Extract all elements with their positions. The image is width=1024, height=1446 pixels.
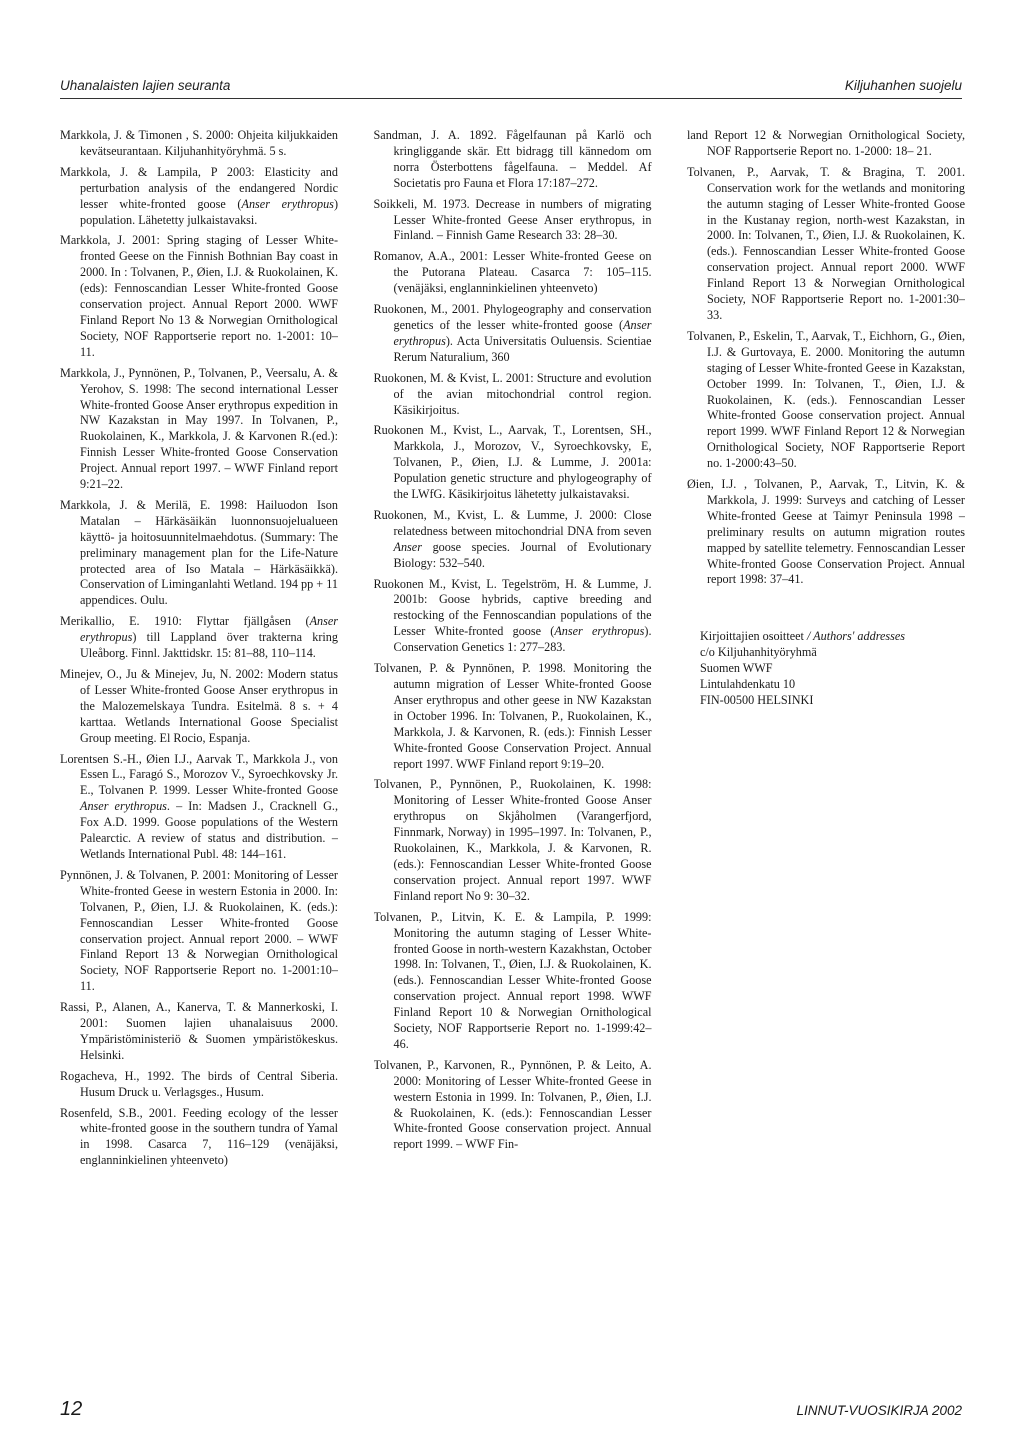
reference-entry: Markkola, J. & Lampila, P 2003: Elasticity and perturbation analysis of the endangered Nordic lesser white-fronted goose (Anser erythropus) population. Lähetetty julkaistavaksi.: [60, 164, 338, 227]
address-line: FIN-00500 HELSINKI: [700, 693, 814, 708]
reference-column-1: [60, 128, 338, 1368]
reference-column-3: [687, 128, 965, 1368]
reference-entry: Merikallio, E. 1910: Flyttar fjällgåsen (Anser erythropus) till Lappland över trakterna kring Uleåborg. Finnl. Jakttidskr. 15: 81–88, 110–114.: [60, 614, 338, 661]
reference-entry: Rassi, P., Alanen, A., Kanerva, T. & Mannerkoski, I. 2001: Suomen lajien uhanalaisuus 2000. Ympäristöministeriö & Suomen ympäristökeskus. Helsinki.: [60, 1000, 338, 1062]
address-lines: [700, 644, 965, 708]
reference-entry: Tolvanen, P., Aarvak, T. & Bragina, T. 2001. Conservation work for the wetlands and monitoring the autumn staging of Lesser White-fronted Goose in the Kustanay region, north-west Kazakstan, in 2000. In: Tolvanen, T., Øien, I.J. & Ruokolainen, K. (eds.). Fennoscandian Lesser White-fronted Goose conservation project. Annual report 2000. WWF Finland Report 13 & Norwegian Ornithological Society, NOF Rapportserie Report no. 1-2001:30–33.: [687, 164, 965, 322]
address-line: c/o Kiljuhanhityöryhmä: [700, 645, 817, 660]
reference-entry: Ruokonen M., Kvist, L. Tegelström, H. & Lumme, J. 2001b: Goose hybrids, captive breeding and restocking of the Fennoscandian populations of the Lesser White-fronted goose (Anser erythropus). Conservation Genetics 1: 277–283.: [373, 576, 652, 655]
reference-entry: Rosenfeld, S.B., 2001. Feeding ecology of the lesser white-fronted goose in the southern tundra of Yamal in 1998. Casarca 7, 116–129 (venäjäksi, englanninkielinen yhteenveto): [60, 1105, 338, 1168]
reference-entry: Lorentsen S.-H., Øien I.J., Aarvak T., Markkola J., von Essen L., Faragó S., Morozov V., Syroechkovsky Jr. E., Tolvanen P. 1999. Lesser White-fronted Goose Anser erythropus. – In: Madsen J., Cracknell G., Fox A.D. 1999. Goose populations of the Western Palearctic. A review of status and distribution. – Wetlands International Publ. 48: 144–161.: [60, 751, 338, 861]
page-footer: [60, 1398, 962, 1421]
reference-entry: Markkola, J. & Merilä, E. 1998: Hailuodon Ison Matalan – Härkäsäikän luonnonsuojelualueen käyttö- ja hoitosuunnitelmaehdotus. (Summary: The preliminary management plan for the Life-Nature protected area of Iso Matala – Härkäsäikkä). Conservation of Liminganlahti Wetland. 194 pp + 11 appendices. Oulu.: [60, 497, 338, 608]
running-header: [60, 78, 962, 99]
reference-entry: Markkola, J., Pynnönen, P., Tolvanen, P., Veersalu, A. & Yerohov, S. 1998: The second international Lesser White-fronted Goose Anser erythropus expedition in NW Kazakstan in May 1997. In Tolvanen, P., Ruokolainen, K., Markkola, J. & Karvonen R.(ed.): Finnish Lesser White-fronted Goose Conservation Project. Annual report 1997. – WWF Finland report 9:21–22.: [60, 365, 338, 492]
reference-entry: Ruokonen, M., Kvist, L. & Lumme, J. 2000: Close relatedness between mitochondrial DNA from seven Anser goose species. Journal of Evolutionary Biology: 532–540.: [373, 507, 652, 570]
address-line: Suomen WWF: [700, 661, 773, 676]
journal-name: LINNUT-VUOSIKIRJA 2002: [796, 1403, 962, 1418]
reference-entry: Øien, I.J. , Tolvanen, P., Aarvak, T., Litvin, K. & Markkola, J. 1999: Surveys and catching of Lesser White-fronted Geese at Taimyr Peninsula 1998 – preliminary results on autumn migration routes mapped by satellite telemetry. Fennoscandian Lesser White-fronted Goose Conservation Project. Annual report 1998: 37–41.: [687, 477, 965, 587]
reference-entry: Tolvanen, P., Litvin, K. E. & Lampila, P. 1999: Monitoring the autumn staging of Lesser White-fronted Goose in north-western Kazakhstan, October 1998. In: Tolvanen, T., Øien, I.J. & Ruokolainen, K. (eds.). Fennoscandian Lesser White-fronted Goose conservation project. Annual report 1998. WWF Finland Report 10 & Norwegian Ornithological Society, NOF Rapportserie Report no. 1-1999:42–46.: [373, 909, 652, 1051]
reference-columns: [60, 128, 965, 1368]
reference-entry: Ruokonen M., Kvist, L., Aarvak, T., Lorentsen, SH., Markkola, J., Morozov, V., Syroechkovsky, E, Tolvanen, P., Øien, I.J. & Lumme, J. 2001a: Population genetic structure and phylogeography of the LWfG. Käsikirjoitus lähetetty julkaistavaksi.: [373, 423, 652, 502]
page-number: 12: [60, 1398, 83, 1420]
address-heading: [700, 628, 965, 644]
reference-entry: Soikkeli, M. 1973. Decrease in numbers of migrating Lesser White-fronted Geese Anser erythropus, in Finland. – Finnish Game Research 33: 28–30.: [373, 196, 652, 243]
header-section-title: Uhanalaisten lajien seuranta: [60, 78, 231, 93]
reference-entry: Pynnönen, J. & Tolvanen, P. 2001: Monitoring of Lesser White-fronted Geese in western Estonia in 2000. In: Tolvanen, P., Øien, I.J. & Ruokolainen, K. (eds.): Fennoscandian Lesser White-fronted Goose conservation project. Annual report 2000. – WWF Finland Report 13 & Norwegian Ornithological Society, NOF Rapportserie Report no. 1-2001:10– 11.: [60, 867, 338, 994]
reference-entry: Tolvanen, P. & Pynnönen, P. 1998. Monitoring the autumn migration of Lesser White-fronted Goose Anser erythropus and other geese in NW Kazakstan in October 1996. In: Tolvanen, P., Ruokolainen, K., Markkola, J. & Karvonen, R. (eds.): Finnish Lesser White-fronted Goose Conservation Project. Annual report 1997. WWF Finland report 9:19–20.: [373, 661, 652, 771]
address-line: Lintulahdenkatu 10: [700, 677, 796, 692]
address-heading-fi: Kirjoittajien osoitteet: [700, 629, 804, 644]
reference-list-3: [687, 128, 965, 588]
authors-addresses: [687, 628, 965, 708]
reference-entry: Romanov, A.A., 2001: Lesser White-fronted Geese on the Putorana Plateau. Casarca 7: 105–115. (venäjäksi, englanninkielinen yhteenveto): [373, 249, 652, 296]
reference-entry: Sandman, J. A. 1892. Fågelfaunan på Karlö och kringliggande skär. Ett bidragg till kännedom om norra Österbottens fågelfauna. – Meddel. Af Societatis pro Fauna et Flora 17:187–272.: [373, 128, 652, 190]
reference-entry: Tolvanen, P., Pynnönen, P., Ruokolainen, K. 1998: Monitoring of Lesser White-fronted Goose Anser erythropus on Skjåholmen (Varangerfjord, Finnmark, Norway) in 1995–1997. In: Tolvanen, P., Ruokolainen, K., Markkola, J. & Karvonen, R. (eds.): Fennoscandian Lesser White-fronted Goose conservation project. Annual report 1997. WWF Finland report No 9: 30–32.: [373, 777, 652, 903]
reference-entry: Markkola, J. & Timonen , S. 2000: Ohjeita kiljukkaiden kevätseurantaan. Kiljuhanhityöryhmä. 5 s.: [60, 128, 338, 158]
reference-entry: Tolvanen, P., Eskelin, T., Aarvak, T., Eichhorn, G., Øien, I.J. & Gurtovaya, E. 2000. Monitoring the autumn staging of Lesser White-fronted Geese in Kazakstan, October 1999. In: Tolvanen, T., Øien, I.J. & Ruokolainen, K. (eds.). Fennoscandian Lesser White-fronted Goose conservation project. Annual report 1999. WWF Finland Report 12 & Norwegian Ornithological Society, NOF Rapportserie Report no. 1-2000:43–50.: [687, 328, 965, 471]
reference-entry: Minejev, O., Ju & Minejev, Ju, N. 2002: Modern status of Lesser White-fronted Goose Anser erythropus in the Malozemelskaya Tundra. Esitelmä. 8 s. + 4 karttaa. Wetlands International Goose Specialist Group meeting. El Rocio, Espanja.: [60, 667, 338, 745]
reference-entry: Ruokonen, M., 2001. Phylogeography and conservation genetics of the lesser white-fronted goose (Anser erythropus). Acta Universitatis Ouluensis. Scientiae Rerum Naturalium, 360: [373, 302, 652, 364]
reference-entry: Ruokonen, M. & Kvist, L. 2001: Structure and evolution of the avian mitochondrial control region. Käsikirjoitus.: [373, 370, 652, 417]
address-heading-en: / Authors' addresses: [806, 629, 906, 644]
header-topic-title: Kiljuhanhen suojelu: [844, 78, 962, 93]
reference-entry: Markkola, J. 2001: Spring staging of Lesser White-fronted Geese on the Finnish Bothnian Bay coast in 2000. In : Tolvanen, P., Øien, I.J. & Ruokolainen, K. (eds): Fennoscandian Lesser White-fronted Goose conservation project. Annual Report 2000. WWF Finland Report No 13 & Norwegian Ornithological Society, NOF Rapportserie report no. 1-2001: 10–11.: [60, 233, 338, 359]
reference-column-2: [374, 128, 652, 1368]
reference-entry: Tolvanen, P., Karvonen, R., Pynnönen, P. & Leito, A. 2000: Monitoring of Lesser White-fronted Geese in western Estonia in 1999. In: Tolvanen, P., Øien, I.J. & Ruokolainen, K. (eds.): Fennoscandian Lesser White-fronted Goose conservation project. Annual report 1999. – WWF Fin-: [373, 1057, 652, 1152]
reference-entry: land Report 12 & Norwegian Ornithological Society, NOF Rapportserie Report no. 1-2000: 18– 21.: [687, 128, 965, 158]
reference-entry: Rogacheva, H., 1992. The birds of Central Siberia. Husum Druck u. Verlagsges., Husum.: [60, 1068, 338, 1099]
